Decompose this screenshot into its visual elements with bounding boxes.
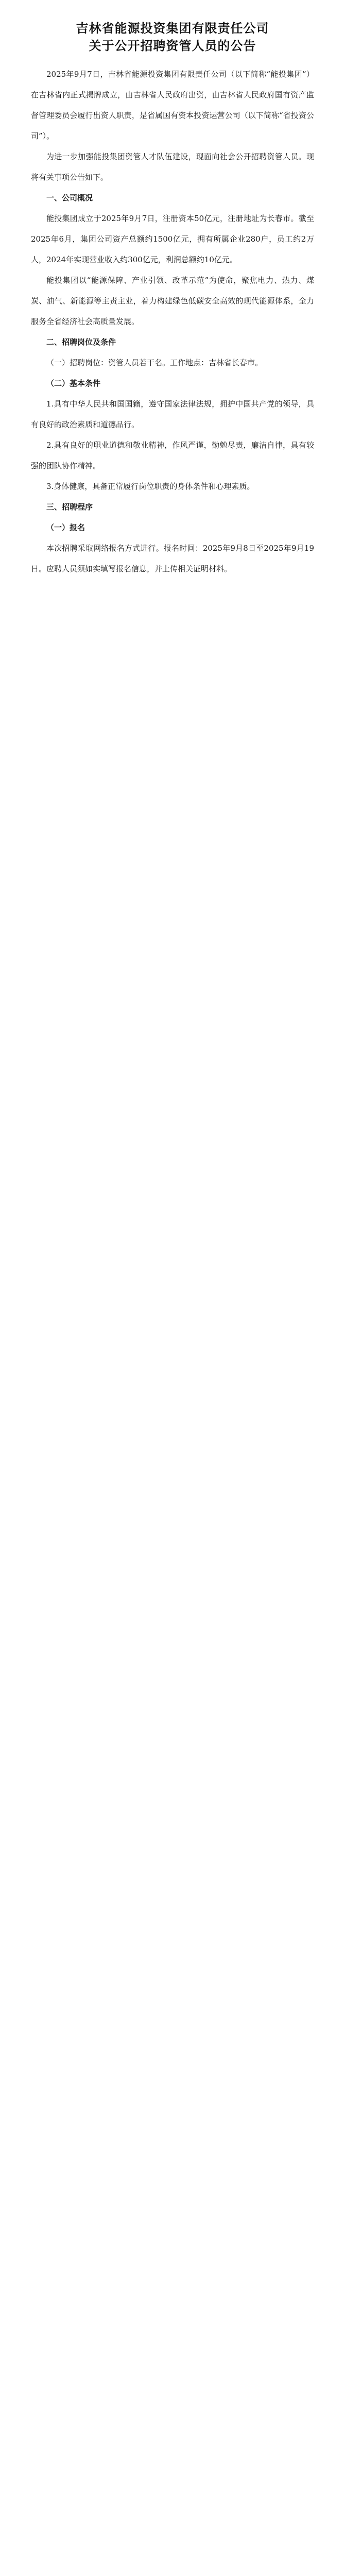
section-paragraph: 能投集团以“能源保障、产业引领、改革示范”为使命，聚焦电力、热力、煤炭、油气、新能源等主责主业，着力构建绿色低碳安全高效的现代能源体系，全力服务全省经济社会高质量发展。 <box>31 276 314 326</box>
section-heading: 一、公司概况 <box>46 193 93 202</box>
section-paragraph: 1.具有中华人民共和国国籍，遵守国家法律法规，拥护中国共产党的领导，具有良好的政治素质和道德品行。 <box>31 399 314 429</box>
subsection-heading: （二）基本条件 <box>46 379 101 388</box>
section-paragraph: 2.具有良好的职业道德和敬业精神，作风严谨，勤勉尽责，廉洁自律，具有较强的团队协作精神。 <box>31 440 314 470</box>
section-paragraph: 本次招聘采取网络报名方式进行。报名时间：2025年9月8日至2025年9月19日。应聘人员须如实填写报名信息，并上传相关证明材料。 <box>31 544 314 573</box>
section-paragraph: 3.身体健康，具备正常履行岗位职责的身体条件和心理素质。 <box>46 482 255 491</box>
section-paragraph: 能投集团成立于2025年9月7日，注册资本50亿元，注册地址为长春市。截至2025年6月，集团公司资产总额约1500亿元，拥有所属企业280户，员工约2万人，2024年实现营业收入约300亿元，利润总额约10亿元。 <box>31 214 314 264</box>
intro-paragraph: 为进一步加强能投集团资管人才队伍建设，现面向社会公开招聘资管人员。现将有关事项公告如下。 <box>31 152 314 182</box>
subsection-heading: （一）报名 <box>46 523 85 532</box>
section-heading: 二、招聘岗位及条件 <box>46 337 116 347</box>
document-title-line-1: 吉林省能源投资集团有限责任公司 <box>76 21 269 36</box>
document-body <box>31 64 314 579</box>
section-heading: 三、招聘程序 <box>46 502 93 512</box>
document-title-line-2: 关于公开招聘资管人员的公告 <box>89 38 256 53</box>
intro-paragraph: 2025年9月7日，吉林省能源投资集团有限责任公司（以下简称“能投集团”）在吉林省内正式揭牌成立，由吉林省人民政府出资，由吉林省人民政府国有资产监督管理委员会履行出资人职责，是省属国有资本投资运营公司（以下简称“省投资公司”）。 <box>31 70 314 141</box>
section-paragraph: （一）招聘岗位：资管人员若干名。工作地点：吉林省长春市。 <box>46 358 263 367</box>
